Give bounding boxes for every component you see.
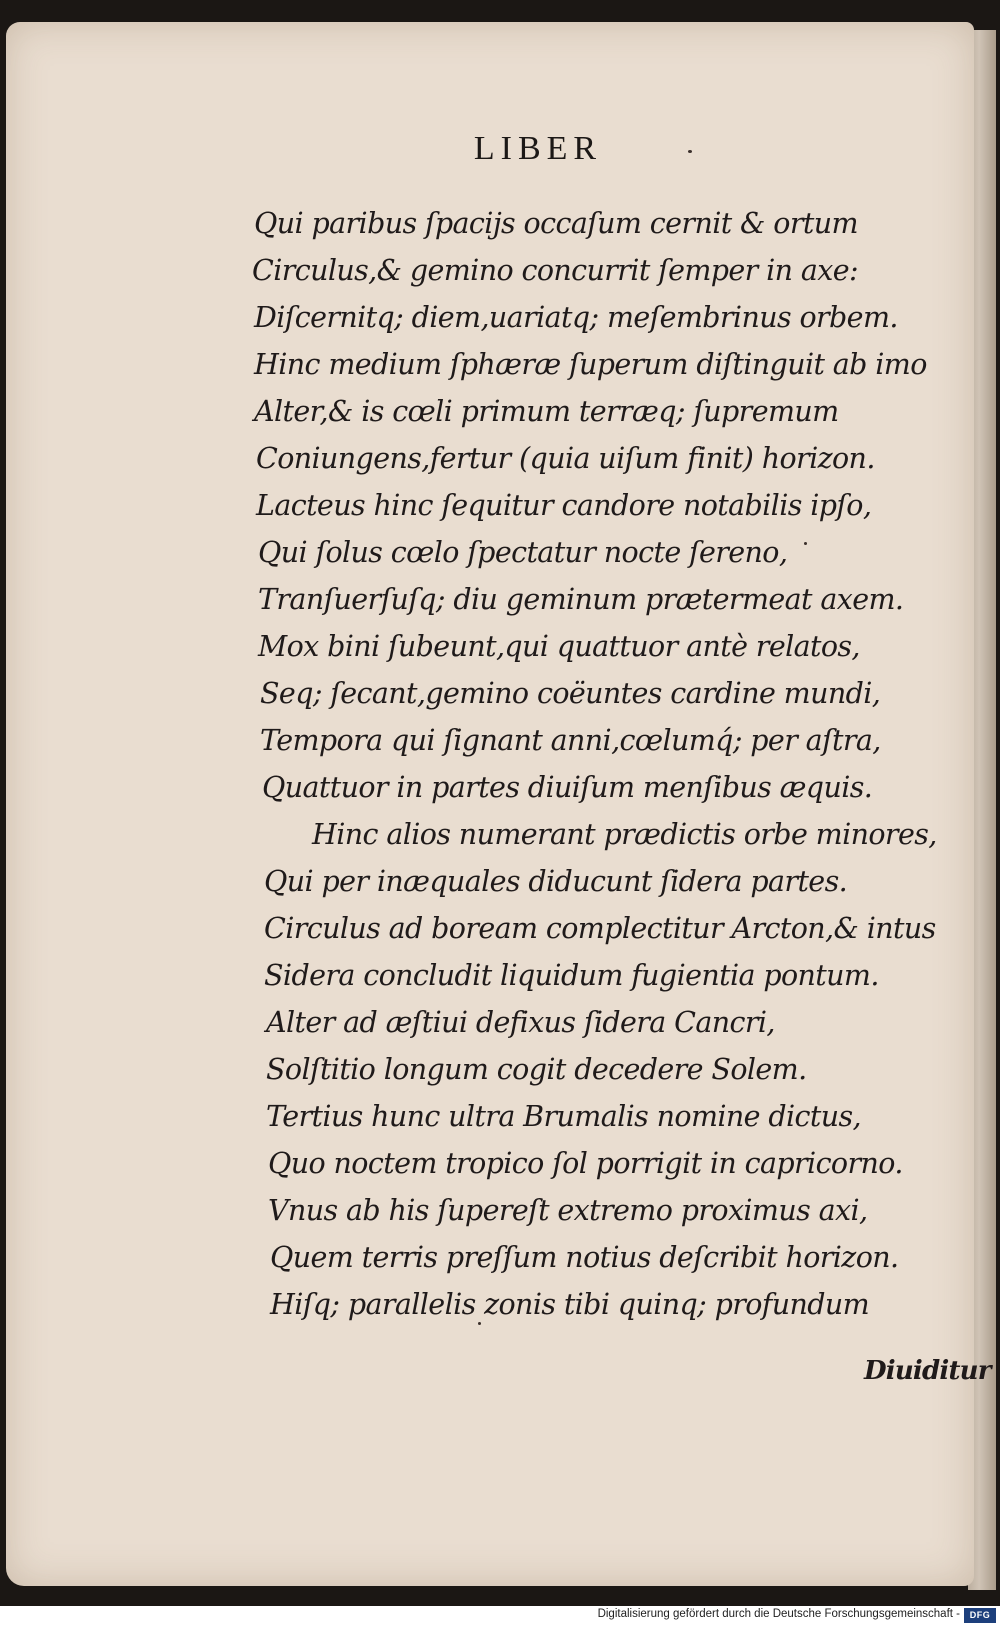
verse-line: Tranſuerſuſq; diu geminum prætermeat axem. — [258, 583, 904, 616]
running-head: LIBER — [473, 130, 603, 167]
ink-speck — [688, 150, 692, 153]
verse-line: Qui paribus ſpacijs occaſum cernit & ortum — [254, 207, 858, 240]
verse-line: Diſcernitq; diem,uariatq; meſembrinus orbem. — [254, 301, 898, 334]
verse-line: Quo noctem tropico ſol porrigit in capricorno. — [268, 1147, 903, 1180]
verse-line: Quattuor in partes diuiſum menſibus æquis. — [262, 771, 873, 804]
catchword: Diuiditur — [864, 1356, 991, 1386]
verse-line: Lacteus hinc ſequitur candore notabilis ipſo, — [256, 489, 872, 522]
book-page — [6, 22, 991, 1586]
ink-speck — [804, 542, 807, 545]
verse-line: Hiſq; parallelis zonis tibi quinq; profundum — [270, 1288, 870, 1321]
footer-bar — [0, 1606, 1000, 1626]
verse-line: Tertius hunc ultra Brumalis nomine dictus, — [266, 1100, 861, 1133]
verse-line: Circulus,& gemino concurrit ſemper in axe: — [252, 254, 859, 287]
verse-line: Tempora qui ſignant anni,cœlumq́; per aſtra, — [260, 724, 881, 757]
dfg-logo: DFG — [964, 1608, 996, 1623]
verse-line: Seq; ſecant,gemino coëuntes cardine mundi, — [260, 677, 881, 710]
verse-line: Coniungens,fertur (quia uiſum finit) horizon. — [256, 442, 875, 475]
verse-line: Vnus ab his ſupereſt extremo proximus axi, — [268, 1194, 868, 1227]
verse-line: Alter,& is cœli primum terræq; ſupremum — [254, 395, 839, 428]
verse-line: Alter ad æſtiui defixus ſidera Cancri, — [266, 1006, 775, 1039]
verse-line: Hinc alios numerant prædictis orbe minores, — [312, 818, 937, 851]
verse-line: Sidera concludit liquidum fugientia pontum. — [264, 959, 879, 992]
verse-line: Solſtitio longum cogit decedere Solem. — [266, 1053, 807, 1086]
verse-line: Hinc medium ſphæræ ſuperum diſtinguit ab imo — [254, 348, 927, 381]
digitization-credit: Digitalisierung gefördert durch die Deutsche Forschungsgemeinschaft - — [597, 1608, 960, 1620]
verse-line: Quem terris preſſum notius deſcribit horizon. — [270, 1241, 899, 1274]
verse-line: Qui per inæquales diducunt ſidera partes. — [264, 865, 848, 898]
verse-line: Qui ſolus cœlo ſpectatur nocte ſereno, — [258, 536, 788, 569]
ink-speck — [478, 1322, 481, 1325]
verse-line: Mox bini ſubeunt,qui quattuor antè relatos, — [258, 630, 860, 663]
verse-line: Circulus ad boream complectitur Arcton,& intus — [264, 912, 936, 945]
